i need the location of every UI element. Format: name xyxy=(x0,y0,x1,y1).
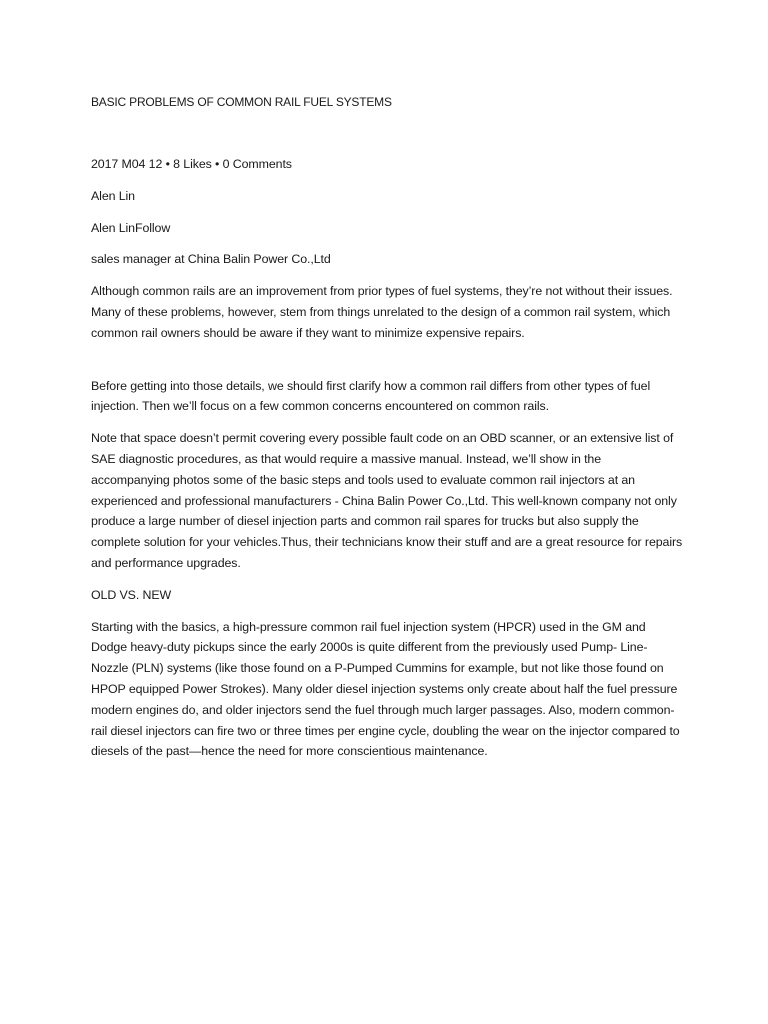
article-meta: 2017 M04 12 • 8 Likes • 0 Comments xyxy=(91,157,292,171)
paragraph-intro: Although common rails are an improvement from prior types of fuel systems, they’re not without their issues. Many of these problems, however, stem from things unrelated to the design of a common rail system, which common rail owners should be aware if they want to minimize expensive repairs. xyxy=(91,284,673,340)
author-role: sales manager at China Balin Power Co.,Ltd xyxy=(91,252,331,267)
paragraph-differences: Before getting into those details, we should first clarify how a common rail differs from other types of fuel injection. Then we’ll focus on a few common concerns encountered on common rails. xyxy=(91,378,651,414)
section-heading: OLD VS. NEW xyxy=(91,587,172,602)
paragraph-old-vs-new: Starting with the basics, a high-pressure common rail fuel injection system (HPCR) used in the GM and Dodge heavy-duty pickups since the early 2000s is quite different from the previously used Pump- Line-Nozzle (PLN) systems (like those found on a P-Pumped Cummins for example, but not like those found on HPOP equipped Power Strokes). Many older diesel injection systems only create about half the fuel pressure modern engines do, and older injectors send the fuel through much larger passages. Also, modern common-rail diesel injectors can fire two or three times per engine cycle, doubling the wear on the injector compared to diesels of the past—hence the need for more conscientious maintenance. xyxy=(91,619,680,759)
paragraph-note: Note that space doesn’t permit covering every possible fault code on an OBD scanner, or an extensive list of SAE diagnostic procedures, as that would require a massive manual. Instead, we’ll show in the accompanying photos some of the basic steps and tools used to evaluate common rail injectors at an experienced and professional manufacturers - China Balin Power Co.,Ltd. This well-known company not only produce a large number of diesel injection parts and common rail spares for trucks but also supply the complete solution for your vehicles.Thus, their technicians know their stuff and are a great resource for repairs and performance upgrades. xyxy=(91,431,683,570)
author-follow: Alen LinFollow xyxy=(91,220,171,235)
author-name: Alen Lin xyxy=(91,188,135,203)
article-body xyxy=(91,94,683,773)
article-title: BASIC PROBLEMS OF COMMON RAIL FUEL SYSTEMS xyxy=(91,95,392,109)
